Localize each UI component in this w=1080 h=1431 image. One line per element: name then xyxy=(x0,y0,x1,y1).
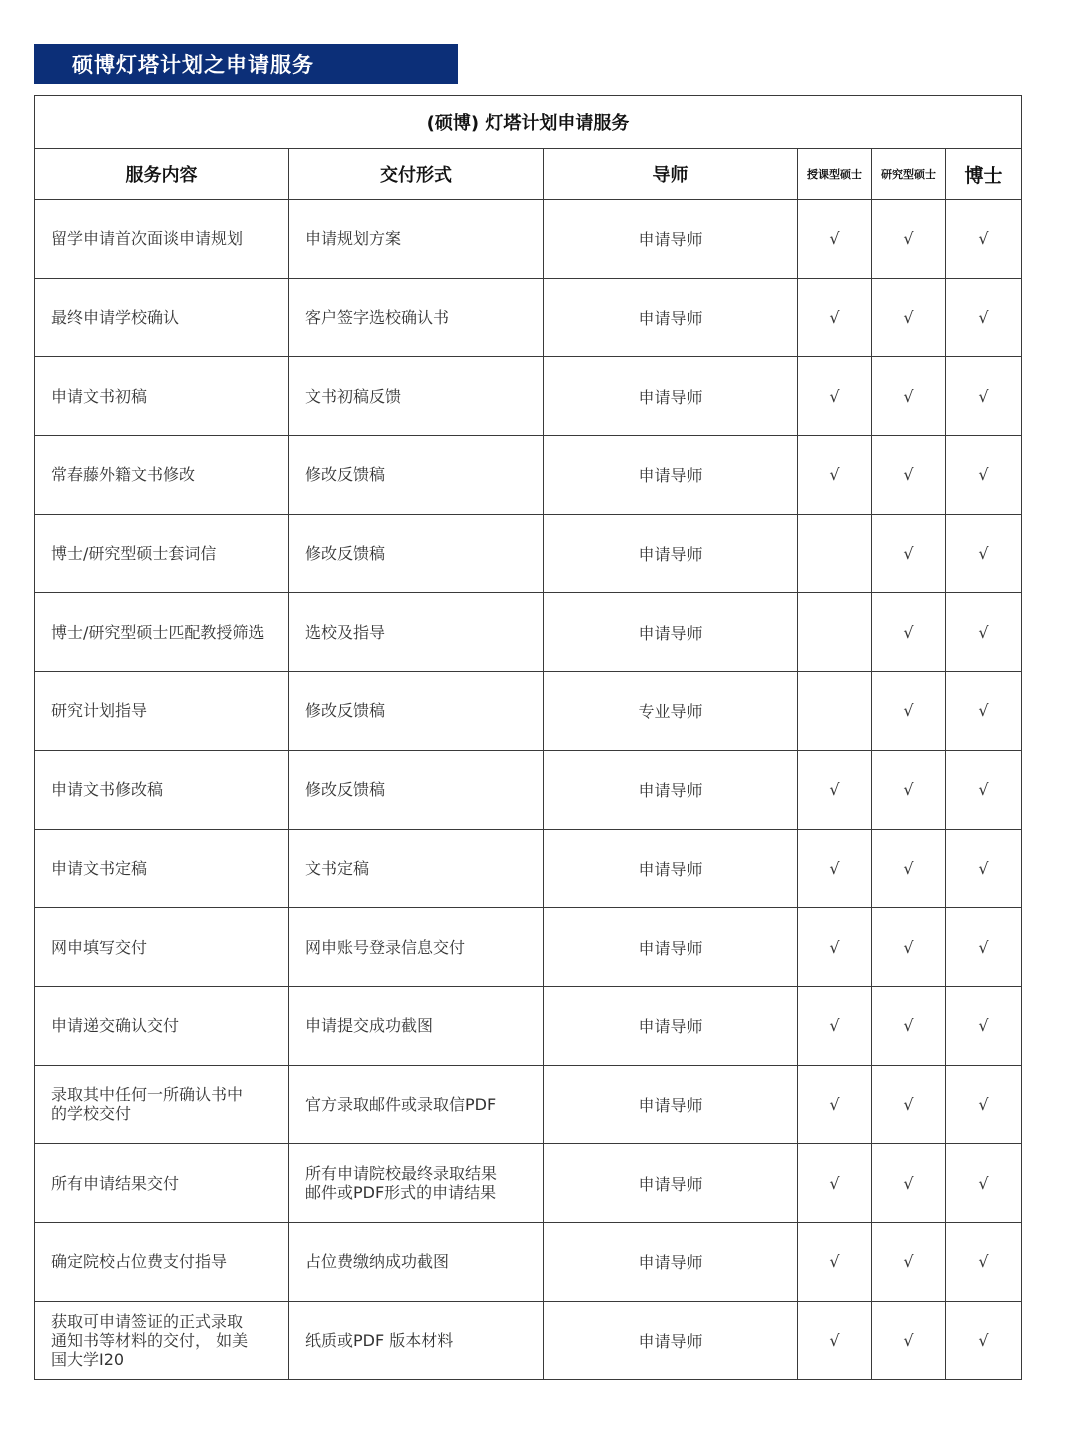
tutor-cell: 申请导师 xyxy=(544,200,798,279)
tutor-cell: 专业导师 xyxy=(544,672,798,751)
research-master-check: √ xyxy=(872,1144,946,1223)
table-title: (硕博) 灯塔计划申请服务 xyxy=(35,96,1022,149)
header-research-master: 研究型硕士 xyxy=(872,149,946,200)
delivery-cell-line: 修改反馈稿 xyxy=(305,701,386,721)
service-cell-line: 所有申请结果交付 xyxy=(51,1173,180,1193)
taught-master-check: √ xyxy=(798,200,872,279)
service-cell xyxy=(35,829,289,908)
delivery-cell-line: 选校及指导 xyxy=(305,622,386,642)
taught-master-check: √ xyxy=(798,908,872,987)
delivery-cell-line: 占位费缴纳成功截图 xyxy=(305,1252,450,1272)
service-cell-line: 确定院校占位费支付指导 xyxy=(51,1252,228,1272)
phd-check: √ xyxy=(946,278,1022,357)
taught-master-check xyxy=(798,514,872,593)
service-cell xyxy=(35,1144,289,1223)
delivery-cell xyxy=(289,593,544,672)
tutor-cell: 申请导师 xyxy=(544,750,798,829)
delivery-cell-line: 网申账号登录信息交付 xyxy=(305,937,466,957)
service-cell xyxy=(35,514,289,593)
phd-check: √ xyxy=(946,829,1022,908)
delivery-cell xyxy=(289,1222,544,1301)
delivery-cell xyxy=(289,672,544,751)
delivery-cell-line: 修改反馈稿 xyxy=(305,780,386,800)
service-cell xyxy=(35,436,289,515)
service-cell xyxy=(35,750,289,829)
research-master-check: √ xyxy=(872,514,946,593)
table-row xyxy=(35,593,1022,672)
header-tutor: 导师 xyxy=(544,149,798,200)
research-master-check: √ xyxy=(872,908,946,987)
service-cell-line: 录取其中任何一所确认书中 xyxy=(51,1085,244,1105)
tutor-cell: 申请导师 xyxy=(544,278,798,357)
service-cell xyxy=(35,357,289,436)
service-cell-line: 申请文书定稿 xyxy=(51,858,148,878)
service-cell-line: 博士/研究型硕士匹配教授筛选 xyxy=(51,622,265,642)
table-row xyxy=(35,986,1022,1065)
taught-master-check: √ xyxy=(798,1301,872,1380)
delivery-cell-line: 文书定稿 xyxy=(305,858,370,878)
service-cell-line: 最终申请学校确认 xyxy=(51,308,180,328)
research-master-check: √ xyxy=(872,1065,946,1144)
table-row xyxy=(35,278,1022,357)
service-cell xyxy=(35,908,289,987)
research-master-check: √ xyxy=(872,986,946,1065)
tutor-cell: 申请导师 xyxy=(544,357,798,436)
section-banner xyxy=(34,44,458,84)
service-cell-line: 申请递交确认交付 xyxy=(51,1016,180,1036)
delivery-cell xyxy=(289,357,544,436)
service-cell-line: 通知书等材料的交付， 如美 xyxy=(51,1330,249,1350)
table-title-row xyxy=(35,96,1022,149)
service-cell-line: 申请文书初稿 xyxy=(51,386,148,406)
tutor-cell: 申请导师 xyxy=(544,1144,798,1223)
taught-master-check: √ xyxy=(798,750,872,829)
service-cell xyxy=(35,1065,289,1144)
banner-title: 硕博灯塔计划之申请服务 xyxy=(72,53,314,77)
delivery-cell xyxy=(289,200,544,279)
taught-master-check xyxy=(798,593,872,672)
research-master-check: √ xyxy=(872,1301,946,1380)
header-phd: 博士 xyxy=(946,149,1022,200)
taught-master-check: √ xyxy=(798,986,872,1065)
taught-master-check: √ xyxy=(798,436,872,515)
service-cell-line: 留学申请首次面谈申请规划 xyxy=(51,229,244,249)
service-table xyxy=(34,95,1022,1380)
delivery-cell-line: 所有申请院校最终录取结果 xyxy=(305,1164,498,1184)
research-master-check: √ xyxy=(872,357,946,436)
research-master-check: √ xyxy=(872,829,946,908)
taught-master-check: √ xyxy=(798,278,872,357)
tutor-cell: 申请导师 xyxy=(544,514,798,593)
service-cell xyxy=(35,672,289,751)
table-row xyxy=(35,672,1022,751)
service-cell xyxy=(35,986,289,1065)
taught-master-check: √ xyxy=(798,1144,872,1223)
phd-check: √ xyxy=(946,672,1022,751)
delivery-cell-line: 官方录取邮件或录取信PDF xyxy=(305,1094,497,1114)
tutor-cell: 申请导师 xyxy=(544,593,798,672)
delivery-cell-line: 申请提交成功截图 xyxy=(305,1016,434,1036)
service-cell xyxy=(35,1301,289,1380)
tutor-cell: 申请导师 xyxy=(544,436,798,515)
table-header-row xyxy=(35,149,1022,200)
phd-check: √ xyxy=(946,593,1022,672)
tutor-cell: 申请导师 xyxy=(544,986,798,1065)
service-cell xyxy=(35,1222,289,1301)
delivery-cell xyxy=(289,1065,544,1144)
delivery-cell-line: 修改反馈稿 xyxy=(305,544,386,564)
phd-check: √ xyxy=(946,436,1022,515)
phd-check: √ xyxy=(946,1065,1022,1144)
service-cell xyxy=(35,593,289,672)
tutor-cell: 申请导师 xyxy=(544,1222,798,1301)
delivery-cell xyxy=(289,1144,544,1223)
table-row xyxy=(35,1144,1022,1223)
delivery-cell xyxy=(289,829,544,908)
service-cell xyxy=(35,278,289,357)
delivery-cell-line: 申请规划方案 xyxy=(305,229,402,249)
taught-master-check: √ xyxy=(798,1065,872,1144)
service-cell-line: 网申填写交付 xyxy=(51,937,148,957)
taught-master-check: √ xyxy=(798,1222,872,1301)
delivery-cell-line: 修改反馈稿 xyxy=(305,465,386,485)
delivery-cell xyxy=(289,514,544,593)
research-master-check: √ xyxy=(872,200,946,279)
taught-master-check: √ xyxy=(798,829,872,908)
service-cell-line: 国大学I20 xyxy=(51,1349,125,1369)
table-row xyxy=(35,357,1022,436)
service-cell-line: 常春藤外籍文书修改 xyxy=(51,465,196,485)
table-row xyxy=(35,200,1022,279)
delivery-cell-line: 邮件或PDF形式的申请结果 xyxy=(305,1183,497,1203)
service-cell-line: 申请文书修改稿 xyxy=(51,780,164,800)
header-service: 服务内容 xyxy=(35,149,289,200)
research-master-check: √ xyxy=(872,278,946,357)
delivery-cell-line: 文书初稿反馈 xyxy=(305,386,402,406)
phd-check: √ xyxy=(946,514,1022,593)
research-master-check: √ xyxy=(872,672,946,751)
research-master-check: √ xyxy=(872,1222,946,1301)
table-row xyxy=(35,436,1022,515)
phd-check: √ xyxy=(946,908,1022,987)
delivery-cell xyxy=(289,1301,544,1380)
phd-check: √ xyxy=(946,986,1022,1065)
service-cell-line: 获取可申请签证的正式录取 xyxy=(51,1311,244,1331)
phd-check: √ xyxy=(946,1144,1022,1223)
table-row xyxy=(35,750,1022,829)
service-cell-line: 博士/研究型硕士套词信 xyxy=(51,544,217,564)
phd-check: √ xyxy=(946,200,1022,279)
header-delivery: 交付形式 xyxy=(289,149,544,200)
research-master-check: √ xyxy=(872,750,946,829)
taught-master-check xyxy=(798,672,872,751)
service-cell xyxy=(35,200,289,279)
delivery-cell xyxy=(289,908,544,987)
delivery-cell-line: 纸质或PDF 版本材料 xyxy=(305,1330,454,1350)
service-cell-line: 的学校交付 xyxy=(51,1104,132,1124)
phd-check: √ xyxy=(946,750,1022,829)
tutor-cell: 申请导师 xyxy=(544,908,798,987)
table-row xyxy=(35,514,1022,593)
table-row xyxy=(35,1301,1022,1380)
service-cell-line: 研究计划指导 xyxy=(51,701,148,721)
phd-check: √ xyxy=(946,1301,1022,1380)
delivery-cell xyxy=(289,750,544,829)
tutor-cell: 申请导师 xyxy=(544,1065,798,1144)
taught-master-check: √ xyxy=(798,357,872,436)
delivery-cell xyxy=(289,986,544,1065)
research-master-check: √ xyxy=(872,436,946,515)
phd-check: √ xyxy=(946,1222,1022,1301)
table-row xyxy=(35,908,1022,987)
tutor-cell: 申请导师 xyxy=(544,829,798,908)
delivery-cell xyxy=(289,278,544,357)
phd-check: √ xyxy=(946,357,1022,436)
delivery-cell-line: 客户签字选校确认书 xyxy=(305,308,450,328)
header-taught-master: 授课型硕士 xyxy=(798,149,872,200)
table-row xyxy=(35,1065,1022,1144)
table-row xyxy=(35,1222,1022,1301)
delivery-cell xyxy=(289,436,544,515)
table-row xyxy=(35,829,1022,908)
tutor-cell: 申请导师 xyxy=(544,1301,798,1380)
research-master-check: √ xyxy=(872,593,946,672)
